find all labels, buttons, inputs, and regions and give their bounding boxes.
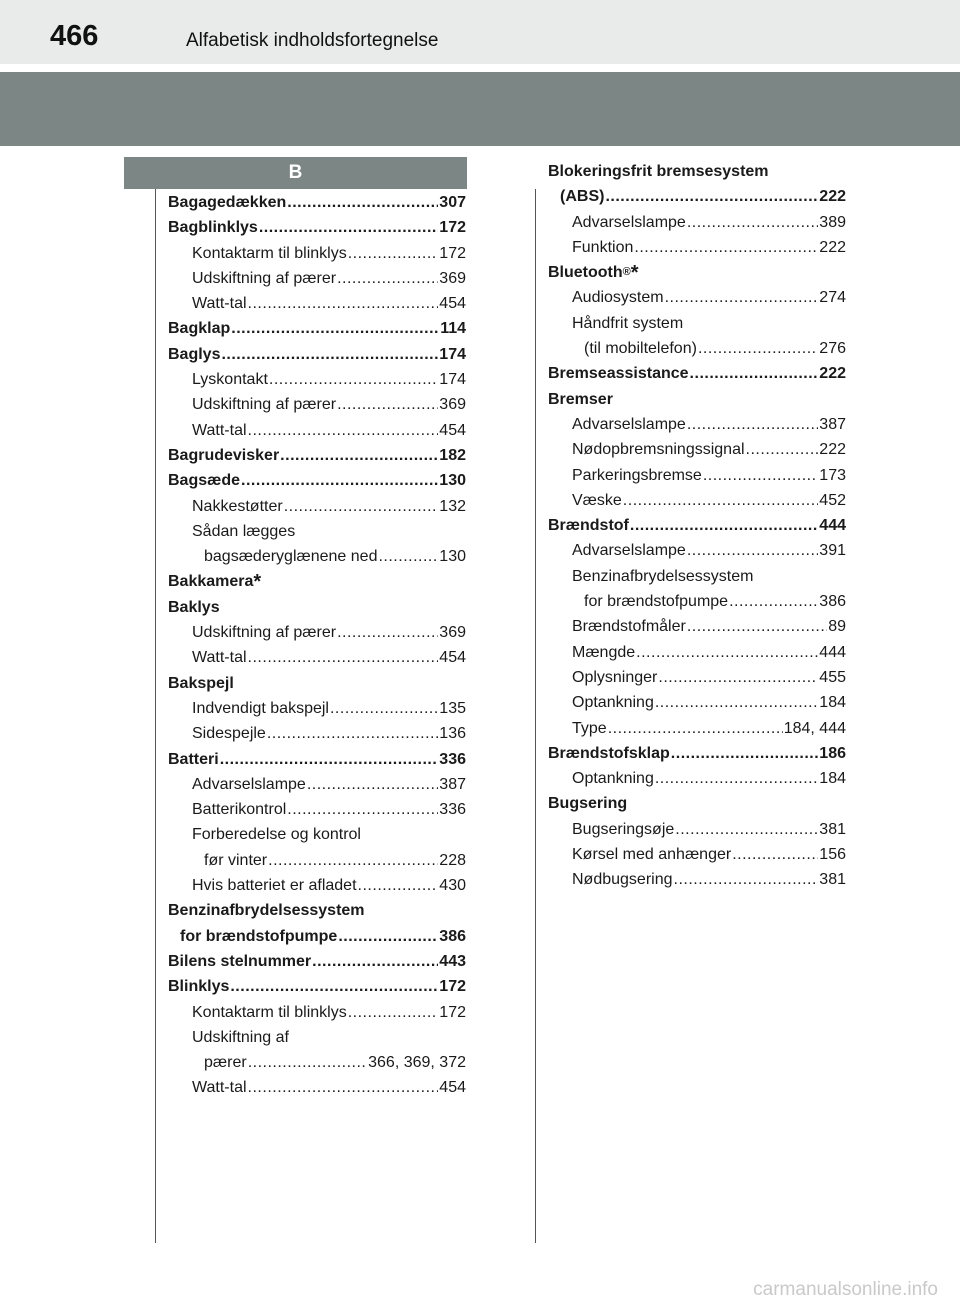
entry-page: 369 — [439, 269, 466, 287]
entry-label: Kørsel med anhænger — [572, 846, 732, 864]
index-entry — [168, 826, 466, 851]
leader-dots — [655, 770, 818, 788]
leader-dots — [330, 700, 438, 718]
index-entry — [168, 776, 466, 801]
entry-page: 336 — [439, 801, 466, 819]
entry-label: Udskiftning af pærer — [192, 624, 337, 642]
leader-dots — [248, 295, 439, 313]
entry-label: Brændstofsklap — [548, 744, 670, 762]
entry-label: Blokeringsfrit bremsesystem — [548, 163, 769, 180]
leader-dots — [658, 669, 818, 687]
entry-page: 444 — [819, 643, 846, 661]
entry-label: Indvendigt bakspejl — [192, 699, 329, 717]
entry-label: Væske — [572, 491, 622, 509]
entry-label: Kontaktarm til blinklys — [192, 244, 347, 262]
entry-label: Udskiftning af pærer — [192, 269, 337, 287]
entry-label: Batterikontrol — [192, 801, 287, 819]
entry-label: Bagagedækken — [168, 194, 287, 211]
entry-page: 172 — [439, 978, 466, 996]
leader-dots — [665, 289, 819, 307]
entry-label: Kontaktarm til blinklys — [192, 1003, 347, 1021]
entry-label: Nakkestøtter — [192, 497, 283, 515]
entry-label: Optankning — [572, 694, 654, 712]
entry-label: Sådan lægges — [192, 522, 296, 540]
entry-label: Bremseassistance — [548, 365, 689, 383]
leader-dots — [248, 1054, 367, 1072]
entry-page: 307 — [439, 194, 466, 211]
index-entry — [168, 1079, 466, 1104]
page-number: 466 — [50, 20, 99, 52]
index-entry — [168, 1054, 466, 1079]
entry-page: 186 — [819, 744, 846, 762]
index-entry — [548, 416, 846, 441]
entry-label: Lyskontakt — [192, 371, 268, 389]
entry-label: Advarselslampe — [572, 542, 686, 560]
entry-page: 381 — [819, 871, 846, 889]
entry-page: 172 — [439, 244, 466, 262]
entry-label: Bremser — [548, 390, 613, 408]
index-entry — [168, 700, 466, 725]
entry-page: 366, 369, 372 — [368, 1054, 466, 1072]
leader-dots — [230, 978, 438, 996]
index-entry — [548, 669, 846, 694]
index-entry — [168, 801, 466, 826]
index-entry: Bakkamera * — [168, 571, 262, 594]
entry-label: for brændstofpumpe — [180, 927, 338, 945]
index-entry — [168, 877, 466, 902]
index-entry — [548, 214, 846, 239]
entry-page: 130 — [439, 548, 466, 566]
entry-label: Bakspejl — [168, 674, 234, 692]
entry-page: 156 — [819, 846, 846, 864]
entry-page: 369 — [439, 396, 466, 414]
leader-dots — [348, 1004, 439, 1022]
entry-page: 172 — [439, 219, 466, 237]
index-entry — [548, 720, 846, 745]
leader-dots — [634, 239, 818, 257]
index-entry — [548, 340, 846, 365]
entry-label: Bluetooth — [548, 264, 623, 282]
leader-dots — [687, 214, 818, 232]
index-entry — [168, 1029, 466, 1054]
entry-page: 444 — [819, 517, 846, 535]
entry-label: Baklys — [168, 598, 220, 616]
entry-label: Advarselslampe — [572, 415, 686, 433]
entry-page: 222 — [819, 238, 846, 256]
index-entry — [168, 472, 466, 497]
index-entry — [168, 447, 466, 472]
entry-label: Benzinafbrydelsessystem — [168, 902, 365, 920]
entry-label: (til mobiltelefon) — [584, 340, 697, 358]
entry-label: Bakkamera — [168, 573, 254, 591]
entry-label: Type — [572, 719, 607, 737]
index-entry — [548, 795, 846, 820]
index-entry — [168, 978, 466, 1003]
entry-label: Watt-tal — [192, 421, 247, 439]
index-entry — [168, 346, 466, 371]
leader-dots — [248, 649, 439, 667]
index-entry — [548, 694, 846, 719]
index-entry — [168, 270, 466, 295]
index-entry — [168, 675, 466, 700]
leader-dots — [687, 542, 818, 560]
entry-page: 454 — [439, 421, 466, 439]
index-entry — [168, 649, 466, 674]
index-entry — [548, 365, 846, 390]
entry-page: 274 — [819, 289, 846, 307]
entry-page: 89 — [828, 618, 846, 636]
index-entry — [548, 644, 846, 669]
index-entry: Bluetooth ® * — [548, 262, 639, 285]
entry-label: Batteri — [168, 750, 219, 768]
entry-page: 228 — [439, 851, 466, 869]
entry-page: 386 — [439, 927, 466, 945]
leader-dots — [248, 422, 439, 440]
index-entry — [168, 523, 466, 548]
leader-dots — [608, 720, 783, 738]
leader-dots — [687, 416, 818, 434]
index-entry — [548, 391, 846, 416]
index-entry — [168, 902, 466, 927]
index-entry — [168, 498, 466, 523]
leader-dots — [675, 821, 818, 839]
index-entry — [548, 618, 846, 643]
index-entry — [168, 194, 466, 219]
leader-dots — [312, 953, 438, 971]
index-entry — [168, 371, 466, 396]
entry-page: 222 — [819, 188, 846, 206]
index-entry — [548, 492, 846, 517]
index-entry — [168, 928, 466, 953]
index-entry — [168, 422, 466, 447]
index-entry — [168, 1004, 466, 1029]
entry-label: Bagklap — [168, 320, 231, 338]
index-entry — [168, 599, 466, 624]
index-entry — [548, 871, 846, 896]
entry-label: før vinter — [204, 851, 268, 869]
leader-dots — [698, 340, 818, 358]
leader-dots — [655, 694, 818, 712]
index-entry — [548, 593, 846, 618]
entry-label: Benzinafbrydelsessystem — [572, 567, 754, 585]
leader-dots — [307, 776, 438, 794]
entry-page: 391 — [819, 542, 846, 560]
index-entry — [548, 467, 846, 492]
page-title: Alfabetisk indholdsfortegnelse — [186, 30, 439, 51]
leader-dots — [231, 320, 439, 338]
entry-page: 455 — [819, 668, 846, 686]
index-entry — [548, 441, 846, 466]
entry-page: 389 — [819, 213, 846, 231]
footer-watermark: carmanualsonline.info — [753, 1279, 938, 1300]
entry-page: 184 — [819, 694, 846, 712]
header-band — [0, 72, 960, 146]
leader-dots — [267, 725, 438, 743]
entry-page: 454 — [439, 295, 466, 313]
leader-dots — [630, 517, 818, 535]
index-entry — [548, 517, 846, 542]
entry-page: 184 — [819, 770, 846, 788]
index-entry — [548, 542, 846, 567]
index-entry — [548, 163, 846, 188]
index-entry — [548, 239, 846, 264]
index-entry — [548, 745, 846, 770]
index-entry — [548, 770, 846, 795]
index-entry — [168, 396, 466, 421]
leader-dots — [348, 245, 439, 263]
index-entry — [168, 953, 466, 978]
entry-page: 381 — [819, 820, 846, 838]
index-column-left — [168, 194, 466, 1105]
leader-dots — [221, 346, 438, 364]
leader-dots — [671, 745, 819, 763]
entry-label: Oplysninger — [572, 668, 658, 686]
column-divider-right — [535, 189, 536, 1243]
entry-label: Bilens stelnummer — [168, 952, 312, 970]
leader-dots — [690, 365, 819, 383]
entry-label: Mængde — [572, 643, 636, 661]
leader-dots — [337, 624, 438, 642]
entry-label: Bugseringsøje — [572, 820, 675, 838]
leader-dots — [378, 548, 438, 566]
leader-dots — [674, 871, 819, 889]
entry-page: 172 — [439, 1003, 466, 1021]
entry-label: Parkeringsbremse — [572, 466, 702, 484]
entry-label: Baglys — [168, 345, 221, 363]
leader-dots — [269, 371, 438, 389]
leader-dots — [729, 593, 818, 611]
entry-label: Brændstof — [548, 517, 629, 535]
leader-dots — [732, 846, 818, 864]
index-entry — [168, 548, 466, 573]
entry-label: Sidespejle — [192, 725, 266, 743]
leader-dots — [687, 618, 827, 636]
index-entry — [548, 289, 846, 314]
index-entry — [168, 624, 466, 649]
entry-page: 184, 444 — [783, 719, 846, 737]
leader-dots — [284, 498, 439, 516]
entry-label: Bagrudevisker — [168, 446, 280, 464]
page-header — [0, 0, 960, 64]
entry-page: 174 — [439, 345, 466, 363]
entry-page: 132 — [439, 497, 466, 515]
leader-dots — [636, 644, 818, 662]
index-entry — [548, 821, 846, 846]
entry-page: 114 — [440, 320, 466, 338]
leader-dots — [280, 447, 438, 465]
entry-label: Advarselslampe — [192, 775, 306, 793]
leader-dots — [338, 928, 438, 946]
leader-dots — [220, 751, 439, 769]
entry-label: Blinklys — [168, 978, 230, 996]
index-entry — [168, 219, 466, 244]
entry-label: Nødopbremsningssignal — [572, 441, 745, 459]
leader-dots — [605, 188, 818, 206]
entry-label: Forberedelse og kontrol — [192, 826, 361, 844]
leader-dots — [358, 877, 439, 895]
index-entry — [168, 295, 466, 320]
column-divider-left — [155, 189, 156, 1243]
entry-label: Watt-tal — [192, 295, 247, 313]
entry-page: 443 — [439, 952, 466, 970]
entry-label: pærer — [204, 1054, 247, 1072]
entry-page: 386 — [819, 593, 846, 611]
index-entry — [548, 188, 846, 213]
leader-dots — [703, 467, 818, 485]
index-entry — [168, 245, 466, 270]
entry-label: Bagblinklys — [168, 219, 258, 237]
leader-dots — [241, 472, 438, 490]
entry-label: Audiosystem — [572, 289, 664, 307]
leader-dots — [337, 270, 438, 288]
index-entry — [168, 725, 466, 750]
entry-page: 222 — [819, 441, 846, 459]
entry-page: 136 — [439, 725, 466, 743]
leader-dots — [248, 1079, 439, 1097]
entry-label: Advarselslampe — [572, 213, 686, 231]
entry-label: Watt-tal — [192, 649, 247, 667]
entry-label: bagsæderyglænene ned — [204, 548, 378, 566]
entry-label: Hvis batteriet er afladet — [192, 877, 357, 895]
index-entry — [168, 751, 466, 776]
leader-dots — [287, 801, 438, 819]
entry-page: 430 — [439, 877, 466, 895]
entry-label: Håndfrit system — [572, 314, 684, 332]
entry-label: Bugsering — [548, 795, 628, 813]
leader-dots — [746, 441, 819, 459]
entry-label: for brændstofpumpe — [584, 593, 729, 611]
leader-dots — [287, 194, 438, 212]
index-entry — [168, 852, 466, 877]
section-letter-header: B — [124, 157, 467, 189]
entry-label: Udskiftning af pærer — [192, 396, 337, 414]
leader-dots — [268, 852, 438, 870]
entry-page: 130 — [439, 472, 466, 490]
entry-page: 387 — [819, 415, 846, 433]
entry-label: Brændstofmåler — [572, 618, 686, 636]
entry-label: Bagsæde — [168, 472, 241, 490]
index-entry — [548, 568, 846, 593]
leader-dots — [259, 219, 438, 237]
entry-page: 276 — [819, 340, 846, 358]
entry-page: 452 — [819, 491, 846, 509]
entry-page: 387 — [439, 775, 466, 793]
entry-label: (ABS) — [560, 188, 605, 206]
entry-page: 336 — [439, 750, 466, 768]
entry-page: 135 — [439, 699, 466, 717]
index-entry — [548, 315, 846, 340]
entry-page: 174 — [439, 371, 466, 389]
entry-page: 182 — [439, 446, 466, 464]
entry-label: Funktion — [572, 238, 634, 256]
entry-label: Optankning — [572, 770, 654, 788]
index-column-right — [548, 163, 846, 897]
index-entry — [548, 846, 846, 871]
entry-page: 454 — [439, 649, 466, 667]
entry-page: 173 — [819, 466, 846, 484]
entry-label: Nødbugsering — [572, 871, 673, 889]
entry-label: Watt-tal — [192, 1079, 247, 1097]
entry-page: 454 — [439, 1079, 466, 1097]
entry-page: 222 — [819, 365, 846, 383]
entry-label: Udskiftning af — [192, 1028, 289, 1046]
index-entry — [168, 320, 466, 345]
leader-dots — [337, 396, 438, 414]
entry-page: 369 — [439, 624, 466, 642]
leader-dots — [623, 492, 819, 510]
